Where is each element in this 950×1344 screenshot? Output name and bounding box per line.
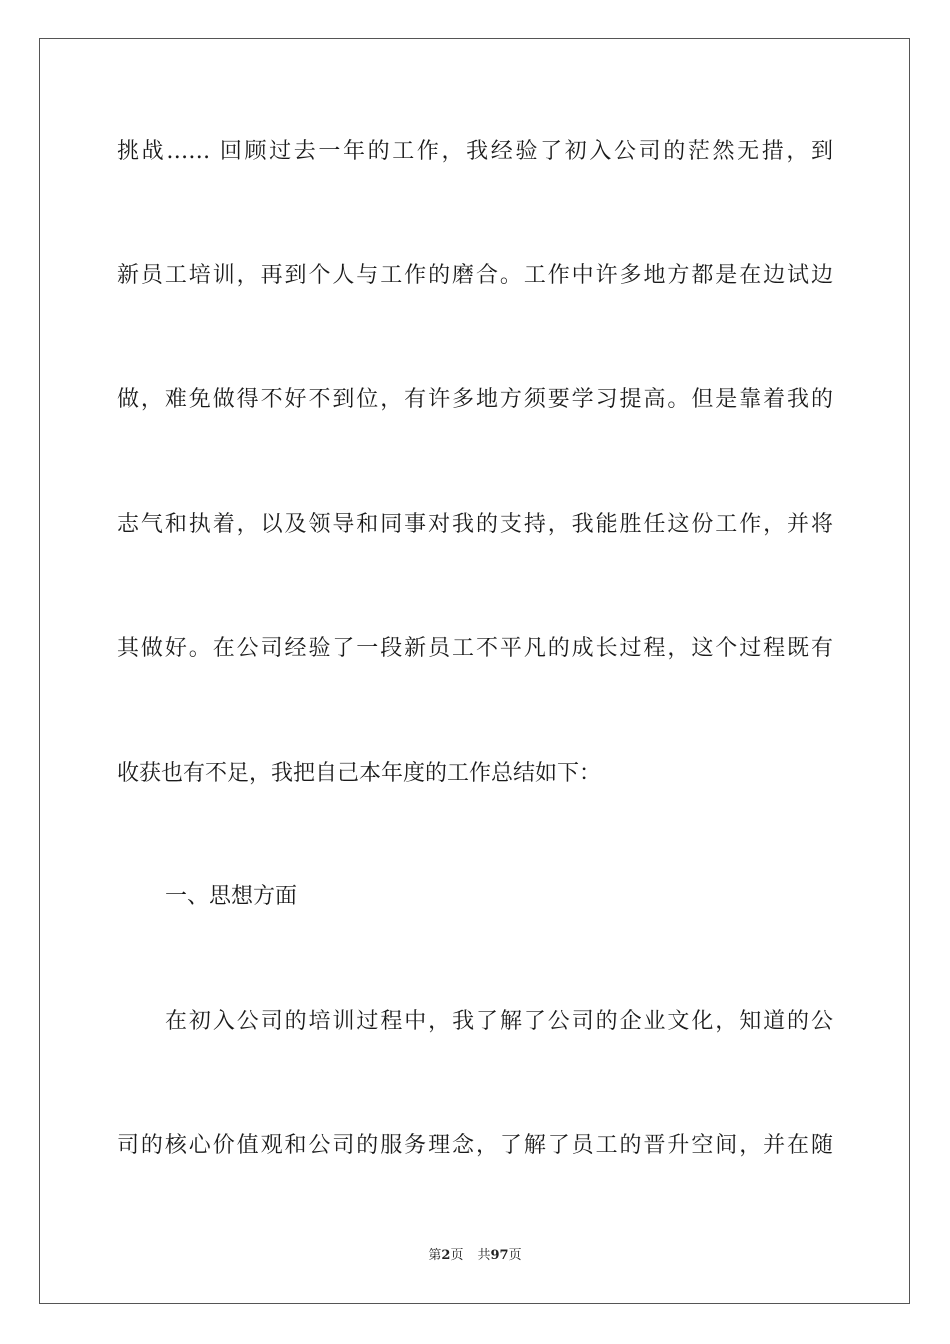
page-number: 2: [441, 1248, 451, 1263]
total-prefix: 共: [477, 1248, 491, 1263]
body-line-6: 收获也有不足，我把自己本年度的工作总结如下：: [117, 761, 602, 786]
section-line-1: 在初入公司的培训过程中，我了解了公司的企业文化，知道的公: [165, 1009, 833, 1034]
body-line-5: 其做好。在公司经验了一段新员工不平凡的成长过程，这个过程既有: [117, 636, 833, 661]
page-prefix: 第: [428, 1248, 442, 1263]
body-line-3: 做，难免做得不好不到位，有许多地方须要学习提高。但是靠着我的: [117, 387, 833, 412]
body-line-1: 挑战…… 回顾过去一年的工作，我经验了初入公司的茫然无措，到: [117, 139, 833, 164]
total-pages: 97: [490, 1248, 509, 1263]
page-suffix: 页: [450, 1248, 464, 1263]
section-line-2: 司的核心价值观和公司的服务理念，了解了员工的晋升空间，并在随: [117, 1133, 833, 1158]
total-suffix: 页: [508, 1248, 522, 1263]
body-line-4: 志气和执着，以及领导和同事对我的支持，我能胜任这份工作，并将: [117, 512, 833, 537]
section-heading: 一、思想方面: [165, 884, 298, 909]
page-footer: [0, 1247, 950, 1265]
body-line-2: 新员工培训，再到个人与工作的磨合。工作中许多地方都是在边试边: [117, 263, 833, 288]
page-border: [39, 38, 910, 1304]
